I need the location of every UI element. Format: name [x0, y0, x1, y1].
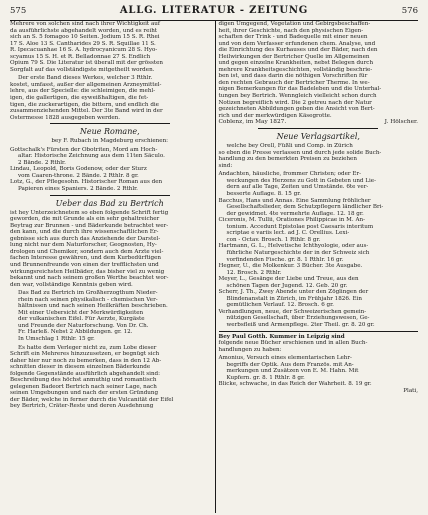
text-line: Ciceronis, M. Tullii, Orationes Philippicae in M. An-: [218, 217, 365, 224]
text-line: mehrere Krankheitsgeschichten, vollständig beschrie-: [218, 66, 373, 73]
text-line: bekannt und nach seinem großen Werthe beachtet wor-: [10, 275, 169, 282]
left-paragraph-1: [10, 21, 210, 73]
signature-row: [219, 119, 419, 126]
text-line: Sorgfalt auf das vollständigste mitgetheilt worden.: [10, 66, 155, 73]
text-line: Papieren eines Spaniers. 2 Bände. 2 Rthlr.: [18, 186, 138, 193]
kummer-title: Bey Paul Gotth. Kummer in Leipzig sind: [218, 333, 345, 340]
journal-title: ALLG. LITERATUR - ZEITUNG: [119, 5, 309, 16]
page-number-right: 576: [401, 6, 418, 16]
text-line: und von dem Verfasser erfundenen chem. Analyse, und: [218, 40, 376, 47]
text-line: 12. Brosch. 2 Rthlr.: [226, 269, 282, 276]
text-line: Beschreibung des höchst anmuthig und romantisch: [10, 377, 157, 384]
text-line: Kupfern. gr. 8. 1 Rthlr. 8 gr.: [226, 374, 305, 381]
section-title-verlagsartikel: Neue Verlagsartikel,: [276, 132, 360, 142]
text-line: Der erste Band dieses Werkes, welcher 3 Rthlr.: [18, 75, 153, 82]
publisher-line: bey F. Rubach in Magdeburg erschienen:: [51, 138, 169, 145]
left-paragraph-2: [10, 75, 210, 121]
text-line: rich und der merkwürdigen Käsegrotte.: [218, 112, 332, 119]
text-line: und gegen einzelne Krankheiten, nebst Belegen durch: [218, 60, 374, 67]
text-line: Ostermesse 1828 ausgegeben werden.: [10, 114, 121, 121]
text-line: dern auf alle Tage, Zeiten und Umstände. 6te ver-: [226, 184, 369, 191]
text-line: 17 S. Aloe 13 S. Cantharides 29 S. R. Squillae 11 S.: [10, 40, 156, 47]
text-line: sind:: [218, 162, 233, 169]
text-line: der Bäder, welche in ferner durch die Vulcanität der Eifel: [10, 396, 174, 403]
text-line: wirkungsreichsten Heilbäder, das bisher viel zu wenig: [10, 268, 165, 275]
text-line: vom Caaren-throne. 2 Bände. 2 Rthlr. 8 gr.: [18, 172, 139, 179]
section-divider: [219, 331, 419, 332]
text-line: Gottschalk's Fürsten der Obotriten, Mord am Hoch-: [10, 146, 158, 153]
text-line: 2 Bände. 2 Rthlr.: [18, 159, 66, 166]
catchword: Plati,: [403, 387, 418, 394]
text-line: R. Ipecacuanhae 16 S. A. hydrocyanicum 28 S. Hyo-: [10, 47, 158, 54]
text-line: Blicke, schwache, in das Reich der Wahrheit. 8. 19 gr.: [218, 381, 372, 388]
text-line: den rechten Gebrauch der Bertricher Therme. In we-: [218, 79, 370, 86]
left-paragraph-3: [10, 210, 210, 289]
text-line: ben ist, und dass darin die nöthigen Vorschriften für: [218, 73, 368, 80]
text-line: gezeichneten Abbildungen geben die Ansicht von Bert-: [218, 106, 375, 113]
text-line: digen Umgegend, Vegetation und Gebirgsbeschaffen-: [218, 21, 371, 27]
text-line: so eben die Presse verlassen und durch jede solide Buch-: [218, 149, 382, 156]
left-column: [10, 21, 214, 513]
kummer-list: [219, 355, 419, 388]
text-line: geworden, die mit Grunde als ein sehr gehaltreicher: [10, 216, 160, 223]
text-line: den war, vollständige Kenntnis geben wird.: [10, 281, 133, 288]
text-line: Notizen begreiflich wird. Die 2 getreu nach der Natur: [218, 99, 372, 106]
text-line: zusammenziehenden Mittel. Der 3te Band wird in der: [10, 108, 163, 115]
text-line: schaften der Trink - und Badequelle mit einer neuen: [218, 34, 368, 41]
text-line: seinen Umgebungen und nach der ersten Gründung: [10, 390, 159, 397]
text-line: Fr. Harleß. Nebst 2 Abbildungen. gr. 12.: [18, 329, 133, 336]
text-line: werbsfleiß und Armenpflege. 2ter Theil. gr. 8. 20 gr.: [226, 321, 375, 328]
text-line: fachen Interesse gewähren, und dem Kurbedürftigen: [10, 255, 161, 262]
text-line: bey Bertrich, Cräter-Reste und deren Ausdehnung: [10, 403, 154, 410]
text-line: ist hey Unterzeichnetem so eben folgende Schrift fertig: [10, 209, 169, 216]
section-divider: [50, 195, 170, 196]
section-divider: [258, 128, 378, 129]
book-list: [10, 147, 210, 193]
text-line: Hegner, U., die Molkenkur. 3 Bücher. 3te Ausgabe.: [218, 263, 363, 270]
text-line: In Umschlag 1 Rthlr. 15 gr.: [18, 335, 95, 342]
column-divider: [215, 21, 216, 513]
text-line: Verhandlungen, neue, der Schweizerischen gemein-: [218, 308, 367, 315]
text-line: gelegenen Badeort Bertrich nach seiner Lage, nach: [10, 383, 157, 390]
text-line: igen, die gallertigen, die eyweißhaltigen, die fet-: [10, 95, 149, 102]
text-line: sich an S. 5 fomagoo 10 Seiten. Jodium 15 S. R. Rhei: [10, 34, 160, 41]
text-line: und Brunnenfreunde von einen der trefflichsten und: [10, 261, 159, 268]
text-line: und Freunde der Naturforschung. Von Dr. Ch.: [18, 322, 149, 329]
text-line: weckungen des Herzens zu Gott in Gebeten und Lie-: [226, 177, 376, 184]
text-line: Heilwirkungen der Bertricher Quelle im Allgemeinen: [218, 53, 370, 60]
text-line: nützigen Gesellschaft, über Erziehungswesen, Ge-: [226, 315, 370, 322]
text-line: lung nicht nur dem Naturforscher, Geognosten, Hy-: [10, 242, 157, 249]
text-line: scyamus 15 S. H. et R. Belladonnae 27 S. Endlich: [10, 53, 151, 60]
text-line: Amonius, Versuch eines elementarischen Lehr-: [218, 355, 352, 362]
text-line: scriptae e variis lect. ad J. C. Orellius. Lexi-: [226, 230, 350, 237]
verlagsartikel-list: [219, 171, 419, 328]
text-line: Lindau, Leopold, Boris Godenow, oder der Sturz: [10, 166, 147, 173]
text-line: hältnissen und nach seinen Heilkräften beschrieben.: [18, 303, 168, 310]
text-line: welche bey Orell, Füßli und Comp. in Zürich: [226, 143, 353, 150]
text-line: Opium 79 S. Die Literatur ist überall mit der grössten: [10, 60, 163, 67]
text-line: Meyer, L., Gesänge der Liebe und Treue, aus den: [218, 276, 359, 283]
text-line: folgende neue Bücher erschienen und in allen Buch-: [218, 340, 368, 347]
text-line: heit, ihrer Geschichte, nach den physischen Eigen-: [218, 27, 364, 34]
text-line: Andachten, häusliche, frommer Christen; oder Er-: [218, 171, 361, 178]
text-line: Das Bad zu Bertrich im Großherzogthum Nieder-: [18, 290, 158, 297]
page-header: [10, 5, 418, 19]
signature-name: J. Hölscher.: [384, 119, 418, 126]
text-line: der vulkanischen Eifel. Für Aerzte, Kurgäste: [18, 316, 145, 323]
right-column: [214, 21, 419, 513]
text-line: schönen Tagen der Jugend. 12. Geb. 20 gr.: [226, 282, 348, 289]
text-line: handlung zu den bemerkten Preisen zu beziehen: [218, 156, 357, 163]
text-line: kostet, umfasst, außer der allgemeinen Arzneymittel-: [10, 81, 162, 88]
text-line: Mehrere von solchen sind nach ihrer Wichtigkeit auf: [10, 21, 160, 27]
text-line: merkungen und Zusätzen von E. M. Hahn. Mit: [226, 368, 359, 375]
columns: [10, 21, 418, 513]
section-divider: [50, 123, 170, 124]
text-line: gebnisse sich aus durch das Anziehende der Darstel-: [10, 235, 161, 242]
text-line: rhein nach seinen physikalisch - chemischen Ver-: [18, 296, 158, 303]
right-paragraph-1: [219, 21, 419, 119]
text-line: Lotz, G., der Pflegesohn. Historischer Roman aus den: [10, 179, 163, 186]
text-line: Es hatte dem Verleger nicht zu, zum Lobe dieser: [18, 344, 157, 351]
text-line: Blindenanstalt in Zürich, im Frühjahr 1826. Ein: [226, 295, 362, 302]
verlagsartikel-intro: [219, 143, 419, 169]
section-title-neue-romane: Neue Romane,: [79, 127, 140, 137]
text-line: daher hier nur noch zu bemerken, dass in den 12 Ab-: [10, 357, 162, 364]
text-line: Gesellschaftslieder, dem Schutzpflegern ländlicher Bri-: [226, 204, 384, 211]
text-line: schnitten dieser in diesem einzelnen Bäderkunde: [10, 364, 151, 371]
text-line: Bacchus, Hans und Annas. Eine Sammlung fröhlicher: [218, 197, 371, 204]
signature-place-date: Coblenz, im May 1827.: [218, 119, 287, 126]
text-line: Mit einer Uebersicht der Merkwürdigkeiten: [18, 309, 144, 316]
left-paragraph-5: [10, 345, 210, 410]
text-line: nigen Bemerkungen für das Badeleben und die Unterhal-: [218, 86, 382, 93]
text-line: drologen und Chemiker, sondern auch dem Arzte viel-: [10, 248, 164, 255]
text-line: besserte Auflage. 8. 15 gr.: [226, 191, 302, 198]
section-title-bad-bertrich: Ueber das Bad zu Bertrich: [55, 198, 164, 208]
text-line: begriffs der Optik. Aus dem Französ. mit An-: [226, 361, 354, 368]
text-line: Beytrag zur Brunnen - und Bäderkunde betrachtet wer-: [10, 222, 169, 229]
text-line: der gewidmet. 4te vermehrte Auflage. 12. 18 gr.: [226, 210, 364, 217]
text-line: vorfindenden Fische. gr. 8. 1 Rthlr. 16 gr.: [226, 256, 344, 263]
text-line: Hartmann, G. L., Helvetische Ichthyologie, oder aus-: [218, 243, 369, 250]
text-line: gemütlichen Verlauf. 12. Brosch. 6 gr.: [226, 302, 334, 309]
text-line: altar. Historische Zeichnung aus dem 11ten Säculo.: [18, 153, 165, 160]
text-line: tonium. Accedunt Epistolae post Caesaris interitum: [226, 223, 374, 230]
text-line: tigen, die zuckerartigen, die bittern, und endlich die: [10, 101, 159, 108]
page-number-left: 575: [10, 6, 27, 16]
text-line: Scherr, J. Th., Zwey Abende unter den Zöglingen der: [218, 289, 369, 296]
left-paragraph-4: [10, 290, 210, 342]
text-line: lehre, aus der Specielle: die schleimigen, die mehl-: [10, 88, 156, 95]
text-line: tungen bey Bertrich. Wenngleich vielleicht schon durch: [218, 93, 377, 100]
text-line: da ausführlichste abgehandelt worden, und es reiht: [10, 27, 158, 34]
text-line: handlungen zu haben:: [218, 346, 282, 353]
text-line: den kann, und die durch ihre wissenschaftlichen Er-: [10, 229, 159, 236]
text-line: Schrift ein Mehreres hinzuzusetzen, er begnügt sich: [10, 351, 160, 358]
text-line: folgende Gegenstände ausführlich abgehandelt sind:: [10, 370, 161, 377]
text-line: con - Octav. Brosch. 1 Rthlr. 8 gr.: [226, 236, 321, 243]
text-line: die Einrichtung des Kurhauses und der Bäder, nach den: [218, 47, 378, 54]
text-line: führliche Naturgeschichte der in der Schweiz sich: [226, 249, 370, 256]
